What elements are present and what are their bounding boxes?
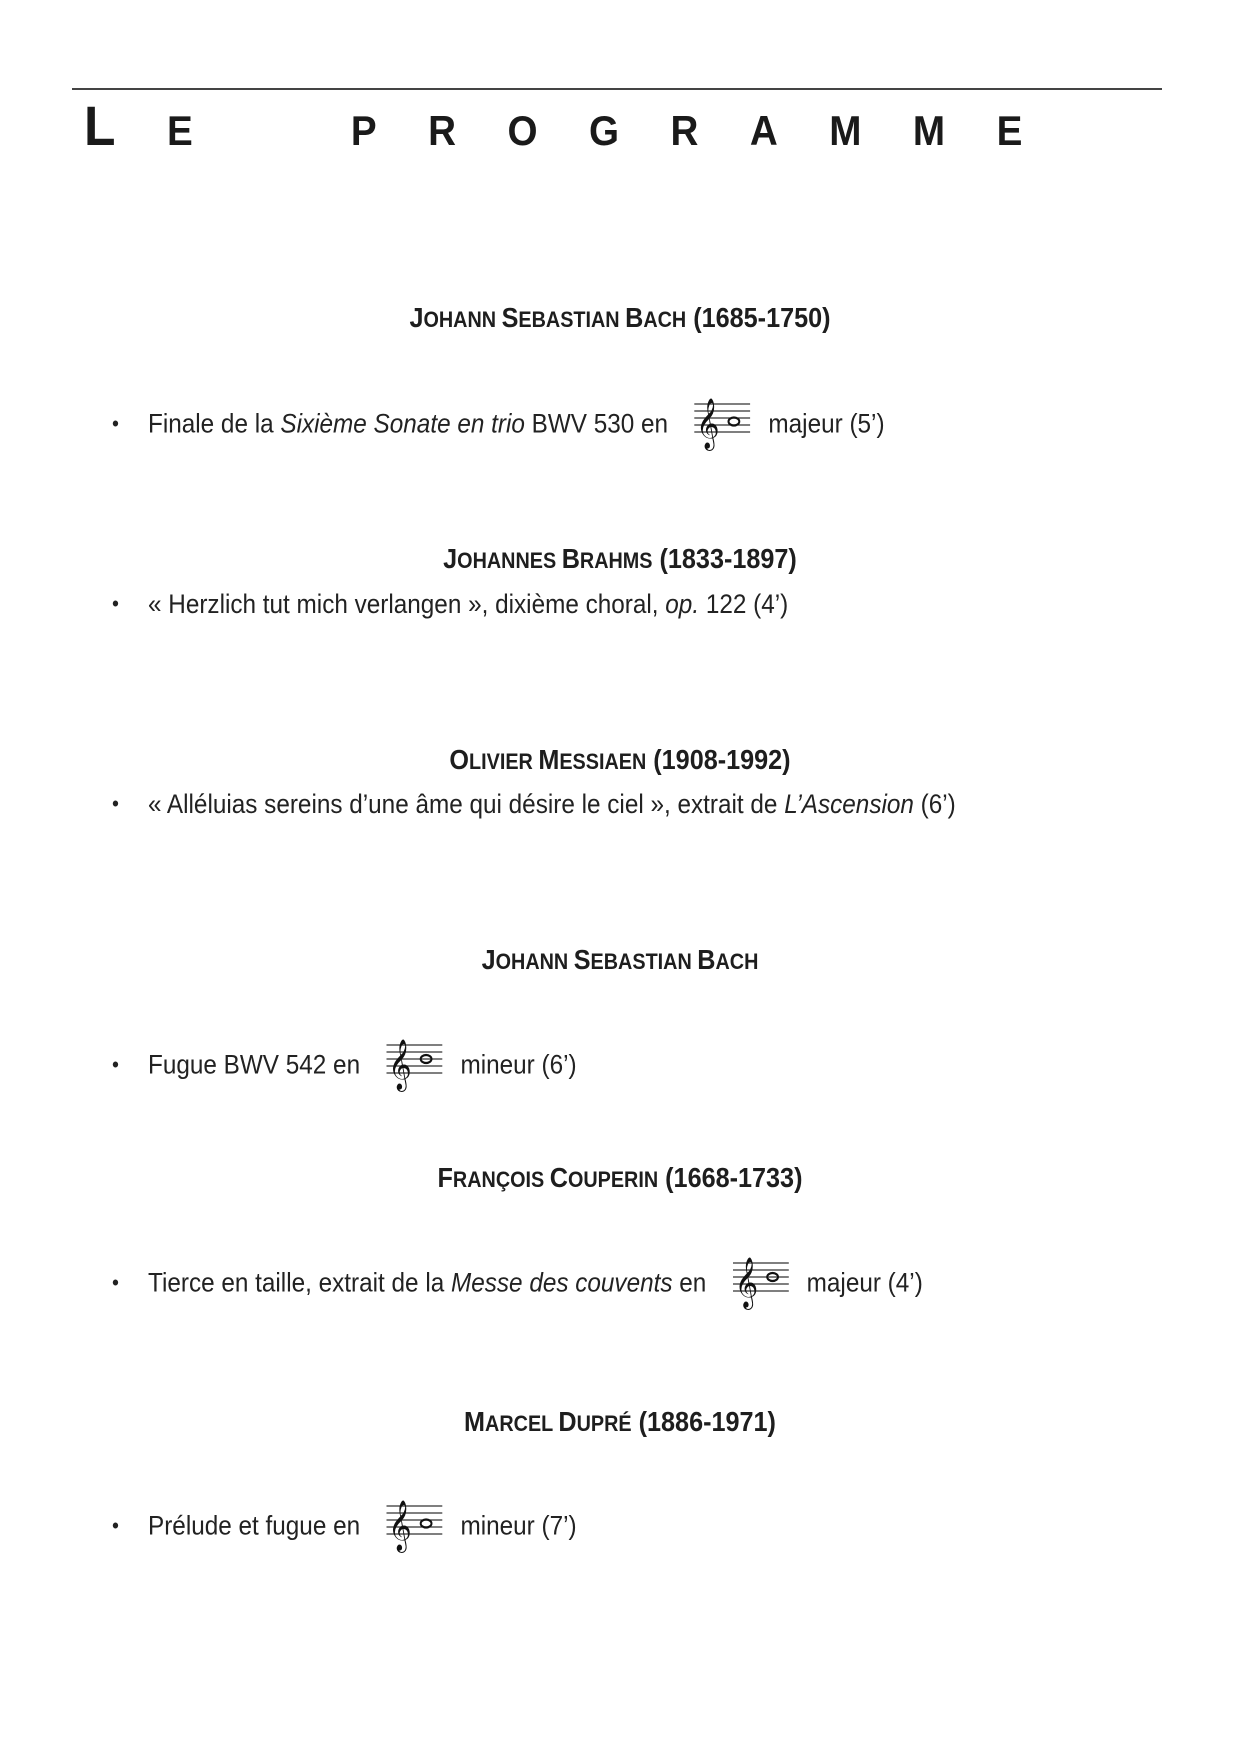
bullet: •: [112, 1051, 119, 1077]
work-item: [112, 586, 788, 624]
work-text: majeur (4’): [806, 1267, 923, 1298]
bullet: •: [112, 791, 119, 816]
composer-name-part: ARCEL: [485, 1411, 559, 1436]
svg-text:𝄞: 𝄞: [734, 1256, 759, 1308]
composer-initial: S: [573, 944, 591, 975]
composer-initial: J: [481, 944, 496, 975]
composer-name-part: RANÇOIS: [452, 1167, 550, 1192]
treble-clef-whole-note-icon: [691, 386, 754, 465]
title-letter: M: [912, 107, 946, 154]
work-text: en: [672, 1267, 707, 1298]
title-letter: P: [350, 107, 377, 154]
composer-name-part: ESSIAEN: [559, 749, 647, 774]
title-letter: R: [670, 107, 699, 154]
svg-text:𝄞: 𝄞: [696, 397, 720, 449]
work-text: BWV 530 en: [524, 408, 669, 439]
work-text: Prélude et fugue en: [148, 1510, 361, 1541]
work-title-italic: Messe des couvents: [450, 1267, 673, 1298]
work-text: Tierce en taille, extrait de la: [148, 1267, 451, 1298]
composer-dates: (1668-1733): [658, 1162, 803, 1193]
svg-text:𝄞: 𝄞: [388, 1038, 412, 1090]
work-text: « Herzlich tut mich verlangen », dixième choral,: [148, 589, 666, 619]
svg-text:𝄞: 𝄞: [388, 1499, 412, 1551]
composer-heading-bach: [62, 300, 1178, 338]
composer-initial: B: [561, 543, 580, 574]
work-item: [112, 1245, 923, 1324]
composer-dates: (1685-1750): [686, 302, 831, 333]
title-letter: E: [166, 107, 193, 154]
composer-name-part: EBASTIAN: [518, 307, 626, 332]
composer-initial: C: [549, 1162, 568, 1193]
bullet: •: [112, 410, 119, 436]
title-letter: O: [507, 107, 538, 154]
work-text: Fugue BWV 542 en: [148, 1049, 361, 1080]
composer-heading-bach-2: [62, 942, 1178, 980]
work-item: [112, 386, 885, 465]
top-rule: [72, 88, 1162, 90]
composer-initial: M: [464, 1406, 486, 1437]
composer-initial: S: [501, 302, 519, 333]
page-title: [84, 96, 1022, 161]
work-text: mineur (6’): [460, 1049, 577, 1080]
title-letter: A: [749, 107, 778, 154]
treble-clef-whole-note-icon: [383, 1027, 446, 1106]
title-letter: R: [428, 107, 456, 154]
title-letter: M: [829, 107, 862, 154]
title-letter: E: [996, 107, 1023, 154]
composer-name-part: ACH: [643, 307, 687, 332]
work-text: majeur (5’): [768, 408, 885, 439]
work-title-italic: op.: [665, 589, 700, 619]
composer-dates: (1886-1971): [631, 1406, 776, 1437]
composer-name-part: OUPERIN: [567, 1167, 659, 1192]
bullet: •: [112, 591, 119, 616]
composer-initial: J: [443, 543, 458, 574]
composer-heading-messiaen: [62, 742, 1178, 780]
composer-initial: M: [538, 744, 560, 775]
composer-name-part: OHANN: [495, 949, 574, 974]
composer-initial: O: [449, 744, 470, 775]
composer-name-part: EBASTIAN: [590, 949, 698, 974]
work-item: [112, 1488, 577, 1567]
work-title-italic: L’Ascension: [784, 789, 914, 819]
composer-initial: B: [697, 944, 716, 975]
composer-heading-couperin: [62, 1160, 1178, 1198]
composer-name-part: OHANN: [423, 307, 502, 332]
composer-name-part: ACH: [715, 949, 759, 974]
composer-heading-dupre: [62, 1404, 1178, 1442]
composer-name-part: LIVIER: [469, 749, 539, 774]
work-text: Finale de la: [148, 408, 281, 439]
composer-dates: (1833-1897): [652, 543, 797, 574]
work-text: mineur (7’): [460, 1510, 577, 1541]
composer-initial: J: [409, 302, 424, 333]
composer-name-part: UPRÉ: [576, 1411, 632, 1436]
work-text: « Alléluias sereins d’une âme qui désire le ciel », extrait de: [148, 789, 785, 819]
bullet: •: [112, 1512, 119, 1538]
work-text: (6’): [913, 789, 956, 819]
composer-initial: F: [437, 1162, 453, 1193]
composer-name-part: RAHMS: [579, 548, 653, 573]
composer-initial: B: [625, 302, 644, 333]
title-letter: G: [588, 107, 620, 154]
title-letter: L: [84, 94, 116, 157]
composer-heading-brahms: [62, 541, 1178, 579]
treble-clef-whole-note-icon: [729, 1245, 792, 1324]
bullet: •: [112, 1269, 119, 1295]
treble-clef-whole-note-icon: [383, 1488, 446, 1567]
work-item: [112, 1027, 577, 1106]
composer-initial: D: [558, 1406, 577, 1437]
work-text: 122 (4’): [699, 589, 789, 619]
work-title-italic: Sixième Sonate en trio: [280, 408, 525, 439]
composer-dates: (1908-1992): [646, 744, 791, 775]
work-item: [112, 786, 956, 824]
composer-name-part: OHANNES: [457, 548, 562, 573]
